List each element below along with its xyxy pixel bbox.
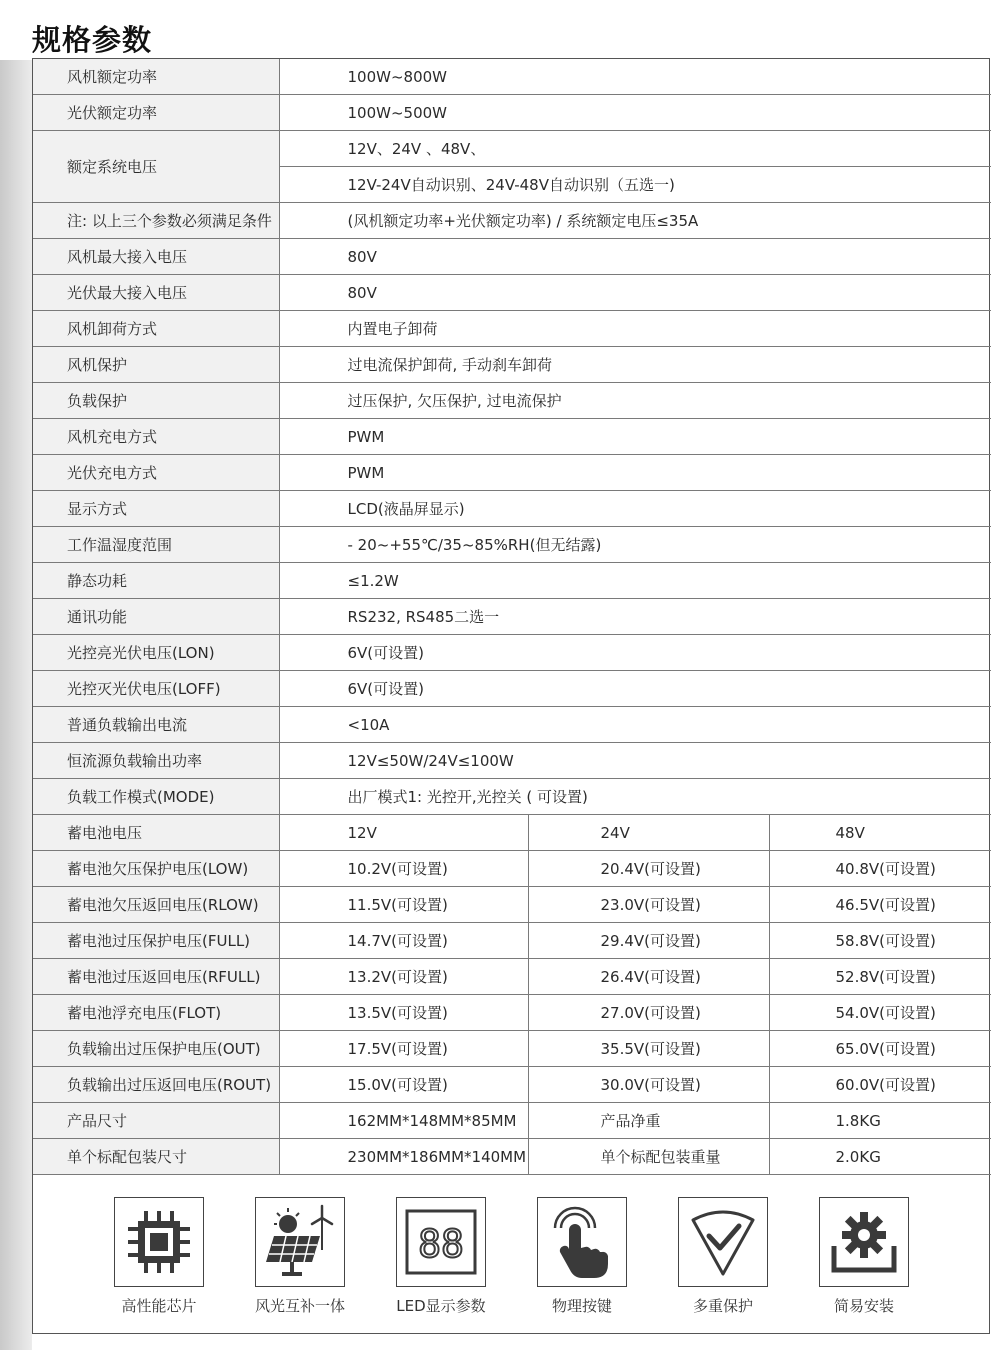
spec-label: 静态功耗: [33, 563, 279, 599]
led-digits: 88: [418, 1222, 464, 1266]
battery-value-48v: 48V: [769, 815, 991, 851]
battery-value-12v: 10.2V(可设置): [279, 851, 528, 887]
spec-label: 风机充电方式: [33, 419, 279, 455]
spec-value: PWM: [279, 419, 991, 455]
battery-row: [33, 923, 991, 959]
weight-label: 单个标配包装重量: [528, 1139, 769, 1175]
battery-value-24v: 23.0V(可设置): [528, 887, 769, 923]
feature-protection: [653, 1197, 793, 1316]
spec-row: [33, 239, 991, 275]
battery-label: 蓄电池欠压返回电压(RLOW): [33, 887, 279, 923]
battery-value-12v: 11.5V(可设置): [279, 887, 528, 923]
battery-value-12v: 14.7V(可设置): [279, 923, 528, 959]
spec-label: 工作温湿度范围: [33, 527, 279, 563]
spec-label: 负载保护: [33, 383, 279, 419]
spec-label: 风机卸荷方式: [33, 311, 279, 347]
spec-value: ≤1.2W: [279, 563, 991, 599]
spec-row: [33, 671, 991, 707]
spec-value: 100W~500W: [279, 95, 991, 131]
battery-value-24v: 20.4V(可设置): [528, 851, 769, 887]
battery-row: [33, 851, 991, 887]
spec-row: [33, 59, 991, 95]
spec-row: [33, 779, 991, 815]
feature-chip: [89, 1197, 229, 1316]
gear-install-icon: [819, 1197, 909, 1287]
shield-check-icon: [678, 1197, 768, 1287]
battery-label: 蓄电池浮充电压(FLOT): [33, 995, 279, 1031]
spec-value: 过电流保护卸荷, 手动刹车卸荷: [279, 347, 991, 383]
spec-row: [33, 455, 991, 491]
battery-row: [33, 995, 991, 1031]
spec-value: 80V: [279, 239, 991, 275]
spec-row: [33, 743, 991, 779]
spec-value: 12V≤50W/24V≤100W: [279, 743, 991, 779]
battery-row: [33, 887, 991, 923]
battery-value-48v: 65.0V(可设置): [769, 1031, 991, 1067]
spec-row: [33, 599, 991, 635]
battery-row: [33, 959, 991, 995]
spec-label: 负载工作模式(MODE): [33, 779, 279, 815]
battery-value-24v: 24V: [528, 815, 769, 851]
feature-button: [512, 1197, 652, 1316]
spec-value: 内置电子卸荷: [279, 311, 991, 347]
feature-label: 多重保护: [692, 1297, 753, 1315]
spec-label: 额定系统电压: [33, 131, 279, 203]
spec-value: (风机额定功率+光伏额定功率) / 系统额定电压≤35A: [279, 203, 991, 239]
battery-value-24v: 35.5V(可设置): [528, 1031, 769, 1067]
spec-value: 80V: [279, 275, 991, 311]
spec-value: 6V(可设置): [279, 635, 991, 671]
spec-label: 光伏最大接入电压: [33, 275, 279, 311]
battery-row: [33, 815, 991, 851]
battery-value-12v: 15.0V(可设置): [279, 1067, 528, 1103]
spec-value: PWM: [279, 455, 991, 491]
weight-value: 2.0KG: [769, 1139, 991, 1175]
battery-label: 蓄电池过压保护电压(FULL): [33, 923, 279, 959]
battery-value-48v: 54.0V(可设置): [769, 995, 991, 1031]
battery-label: 负载输出过压保护电压(OUT): [33, 1031, 279, 1067]
spec-label: 风机最大接入电压: [33, 239, 279, 275]
battery-value-48v: 46.5V(可设置): [769, 887, 991, 923]
spec-row: [33, 707, 991, 743]
spec-label: 光控亮光伏电压(LON): [33, 635, 279, 671]
spec-value: <10A: [279, 707, 991, 743]
spec-value: 12V-24V自动识别、24V-48V自动识别（五选一): [279, 167, 991, 203]
feature-label: 简易安装: [833, 1297, 894, 1315]
spec-label: 显示方式: [33, 491, 279, 527]
battery-value-12v: 12V: [279, 815, 528, 851]
battery-label: 蓄电池电压: [33, 815, 279, 851]
feature-label: 物理按键: [551, 1297, 612, 1315]
spec-value: 6V(可设置): [279, 671, 991, 707]
spec-label: 光伏额定功率: [33, 95, 279, 131]
battery-row: [33, 1067, 991, 1103]
spec-row: [33, 635, 991, 671]
feature-label: 风光互补一体: [254, 1297, 345, 1315]
spec-row: [33, 527, 991, 563]
spec-row: [33, 563, 991, 599]
spec-frame: [32, 58, 990, 1334]
spec-row: [33, 95, 991, 131]
feature-wind-solar: [230, 1197, 370, 1316]
spec-label: 风机保护: [33, 347, 279, 383]
spec-row: [33, 491, 991, 527]
battery-value-12v: 17.5V(可设置): [279, 1031, 528, 1067]
feature-led: [371, 1197, 511, 1316]
size-row: [33, 1103, 991, 1139]
spec-row: [33, 131, 991, 167]
spec-label: 恒流源负载输出功率: [33, 743, 279, 779]
size-value: 230MM*186MM*140MM: [279, 1139, 528, 1175]
spec-value: 12V、24V 、48V、: [279, 131, 991, 167]
size-value: 162MM*148MM*85MM: [279, 1103, 528, 1139]
spec-label: 光伏充电方式: [33, 455, 279, 491]
battery-row: [33, 1031, 991, 1067]
feature-strip: [33, 1193, 989, 1333]
finger-press-icon: [537, 1197, 627, 1287]
battery-value-48v: 60.0V(可设置): [769, 1067, 991, 1103]
feature-install: [794, 1197, 934, 1316]
battery-value-24v: 26.4V(可设置): [528, 959, 769, 995]
weight-label: 产品净重: [528, 1103, 769, 1139]
battery-value-48v: 58.8V(可设置): [769, 923, 991, 959]
spec-value: RS232, RS485二选一: [279, 599, 991, 635]
feature-label: LED显示参数: [396, 1297, 486, 1315]
spec-row: [33, 347, 991, 383]
battery-value-48v: 52.8V(可设置): [769, 959, 991, 995]
battery-value-48v: 40.8V(可设置): [769, 851, 991, 887]
wind-solar-icon: [255, 1197, 345, 1287]
weight-value: 1.8KG: [769, 1103, 991, 1139]
spec-row: [33, 203, 991, 239]
chip-icon: [114, 1197, 204, 1287]
spec-row: [33, 383, 991, 419]
spec-value: - 20~+55℃/35~85%RH(但无结露): [279, 527, 991, 563]
battery-label: 负载输出过压返回电压(ROUT): [33, 1067, 279, 1103]
battery-value-24v: 27.0V(可设置): [528, 995, 769, 1031]
spec-label: 注: 以上三个参数必须满足条件: [33, 203, 279, 239]
battery-value-12v: 13.5V(可设置): [279, 995, 528, 1031]
spec-label: 光控灭光伏电压(LOFF): [33, 671, 279, 707]
battery-value-24v: 30.0V(可设置): [528, 1067, 769, 1103]
page-title: 规格参数: [32, 23, 153, 57]
battery-value-12v: 13.2V(可设置): [279, 959, 528, 995]
spec-value: LCD(液晶屏显示): [279, 491, 991, 527]
spec-value: 出厂模式1: 光控开,光控关 ( 可设置): [279, 779, 991, 815]
spec-row: [33, 275, 991, 311]
spec-value: 100W~800W: [279, 59, 991, 95]
spec-row: [33, 311, 991, 347]
battery-value-24v: 29.4V(可设置): [528, 923, 769, 959]
side-shade: [0, 60, 32, 1350]
spec-label: 普通负载输出电流: [33, 707, 279, 743]
spec-row: [33, 419, 991, 455]
spec-label: 风机额定功率: [33, 59, 279, 95]
size-row: [33, 1139, 991, 1175]
spec-value: 过压保护, 欠压保护, 过电流保护: [279, 383, 991, 419]
size-label: 单个标配包装尺寸: [33, 1139, 279, 1175]
spec-label: 通讯功能: [33, 599, 279, 635]
battery-label: 蓄电池欠压保护电压(LOW): [33, 851, 279, 887]
led-display-icon: [396, 1197, 486, 1287]
feature-label: 高性能芯片: [121, 1297, 197, 1315]
battery-label: 蓄电池过压返回电压(RFULL): [33, 959, 279, 995]
spec-table: [33, 59, 991, 1175]
size-label: 产品尺寸: [33, 1103, 279, 1139]
